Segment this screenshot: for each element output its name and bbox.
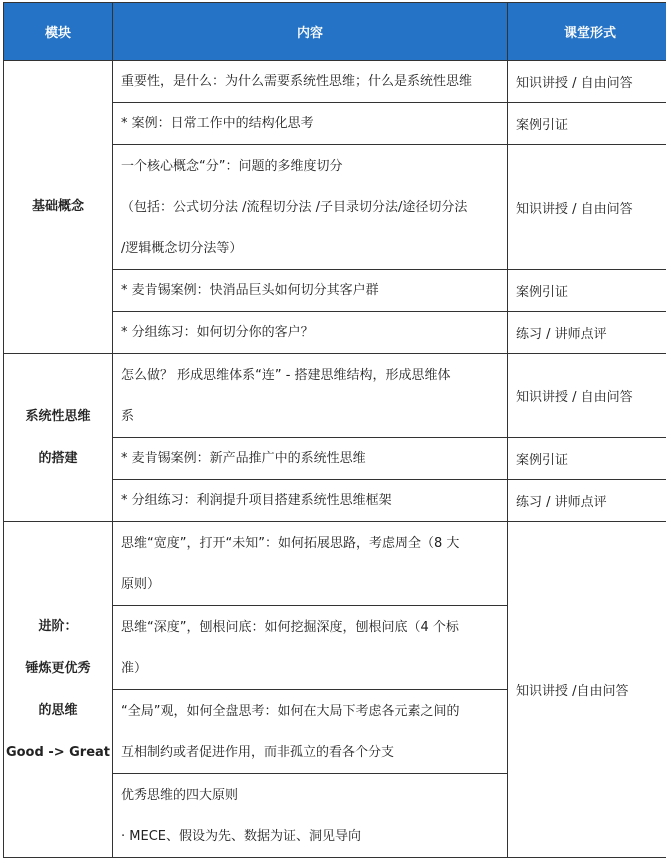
content-line: * 分组练习：利润提升项目搭建系统性思维框架 — [121, 493, 392, 508]
content-line: 互相制约或者促进作用，而非孤立的看各个分支 — [121, 744, 395, 760]
module-cell-system-build — [4, 354, 113, 522]
table-row — [4, 354, 666, 438]
module-name: 锤炼更优秀 — [25, 660, 91, 676]
header-format: 课堂形式 — [508, 3, 666, 61]
content-line: * 分组练习：如何切分你的客户？ — [121, 325, 314, 340]
format-cell-merged: 知识讲授 /自由问答 — [508, 522, 666, 858]
content-cell — [113, 270, 508, 312]
content-cell — [113, 690, 508, 774]
content-cell — [113, 438, 508, 480]
header-row — [4, 3, 666, 61]
format-cell: 练习 / 讲师点评 — [508, 480, 666, 522]
content-line: “全局”观，如何全盘思考：如何在大局下考虑各元素之间的 — [121, 703, 460, 719]
content-line: 思维“宽度”，打开“未知”：如何拓展思路，考虑周全（8 大 — [121, 535, 460, 551]
content-line: 思维“深度”，刨根问底：如何挖掘深度，刨根问底（4 个标 — [121, 619, 459, 635]
module-name: 基础概念 — [31, 199, 84, 214]
content-cell — [113, 774, 508, 858]
curriculum-table — [3, 2, 666, 858]
content-cell — [113, 312, 508, 354]
header-content: 内容 — [113, 3, 508, 61]
content-line: （包括：公式切分法 /流程切分法 /子目录切分法/途径切分法 — [121, 199, 468, 215]
content-cell — [113, 145, 508, 270]
module-name: 进阶： — [38, 618, 78, 634]
content-line: * 麦肯锡案例：新产品推广中的系统性思维 — [121, 451, 366, 466]
content-line: * 麦肯锡案例：快消品巨头如何切分其客户群 — [121, 283, 379, 298]
content-cell — [113, 61, 508, 103]
content-line: · MECE、假设为先、数据为证、洞见导向 — [121, 828, 361, 844]
table-row — [4, 522, 666, 606]
content-line: * 案例：日常工作中的结构化思考 — [121, 116, 314, 131]
format-cell: 练习 / 讲师点评 — [508, 312, 666, 354]
module-name: 系统性思维 — [25, 408, 91, 424]
format-cell: 案例引证 — [508, 270, 666, 312]
content-line: 系 — [121, 408, 135, 424]
module-name: 的思维 — [38, 702, 78, 718]
content-cell — [113, 522, 508, 606]
content-cell — [113, 103, 508, 145]
format-cell: 知识讲授 / 自由问答 — [508, 145, 666, 270]
format-cell: 知识讲授 / 自由问答 — [508, 354, 666, 438]
content-line: 怎么做？ 形成思维体系“连” - 搭建思维结构，形成思维体 — [121, 367, 451, 383]
module-name: 的搭建 — [38, 450, 78, 466]
content-line: 优秀思维的四大原则 — [121, 787, 239, 803]
content-cell — [113, 606, 508, 690]
module-cell-advanced — [4, 522, 113, 858]
format-cell: 知识讲授 / 自由问答 — [508, 61, 666, 103]
content-cell — [113, 354, 508, 438]
content-line: 重要性，是什么：为什么需要系统性思维；什么是系统性思维 — [121, 74, 473, 89]
format-cell: 案例引证 — [508, 103, 666, 145]
content-cell — [113, 480, 508, 522]
header-module: 模块 — [4, 3, 113, 61]
module-cell-basics — [4, 61, 113, 354]
content-line: 一个核心概念“分”：问题的多维度切分 — [121, 158, 343, 174]
content-line: /逻辑概念切分法等） — [121, 240, 243, 256]
content-line: 准） — [121, 660, 148, 676]
format-cell: 案例引证 — [508, 438, 666, 480]
module-name: Good -> Great — [5, 744, 111, 760]
table-row — [4, 61, 666, 103]
content-line: 原则） — [121, 576, 161, 592]
